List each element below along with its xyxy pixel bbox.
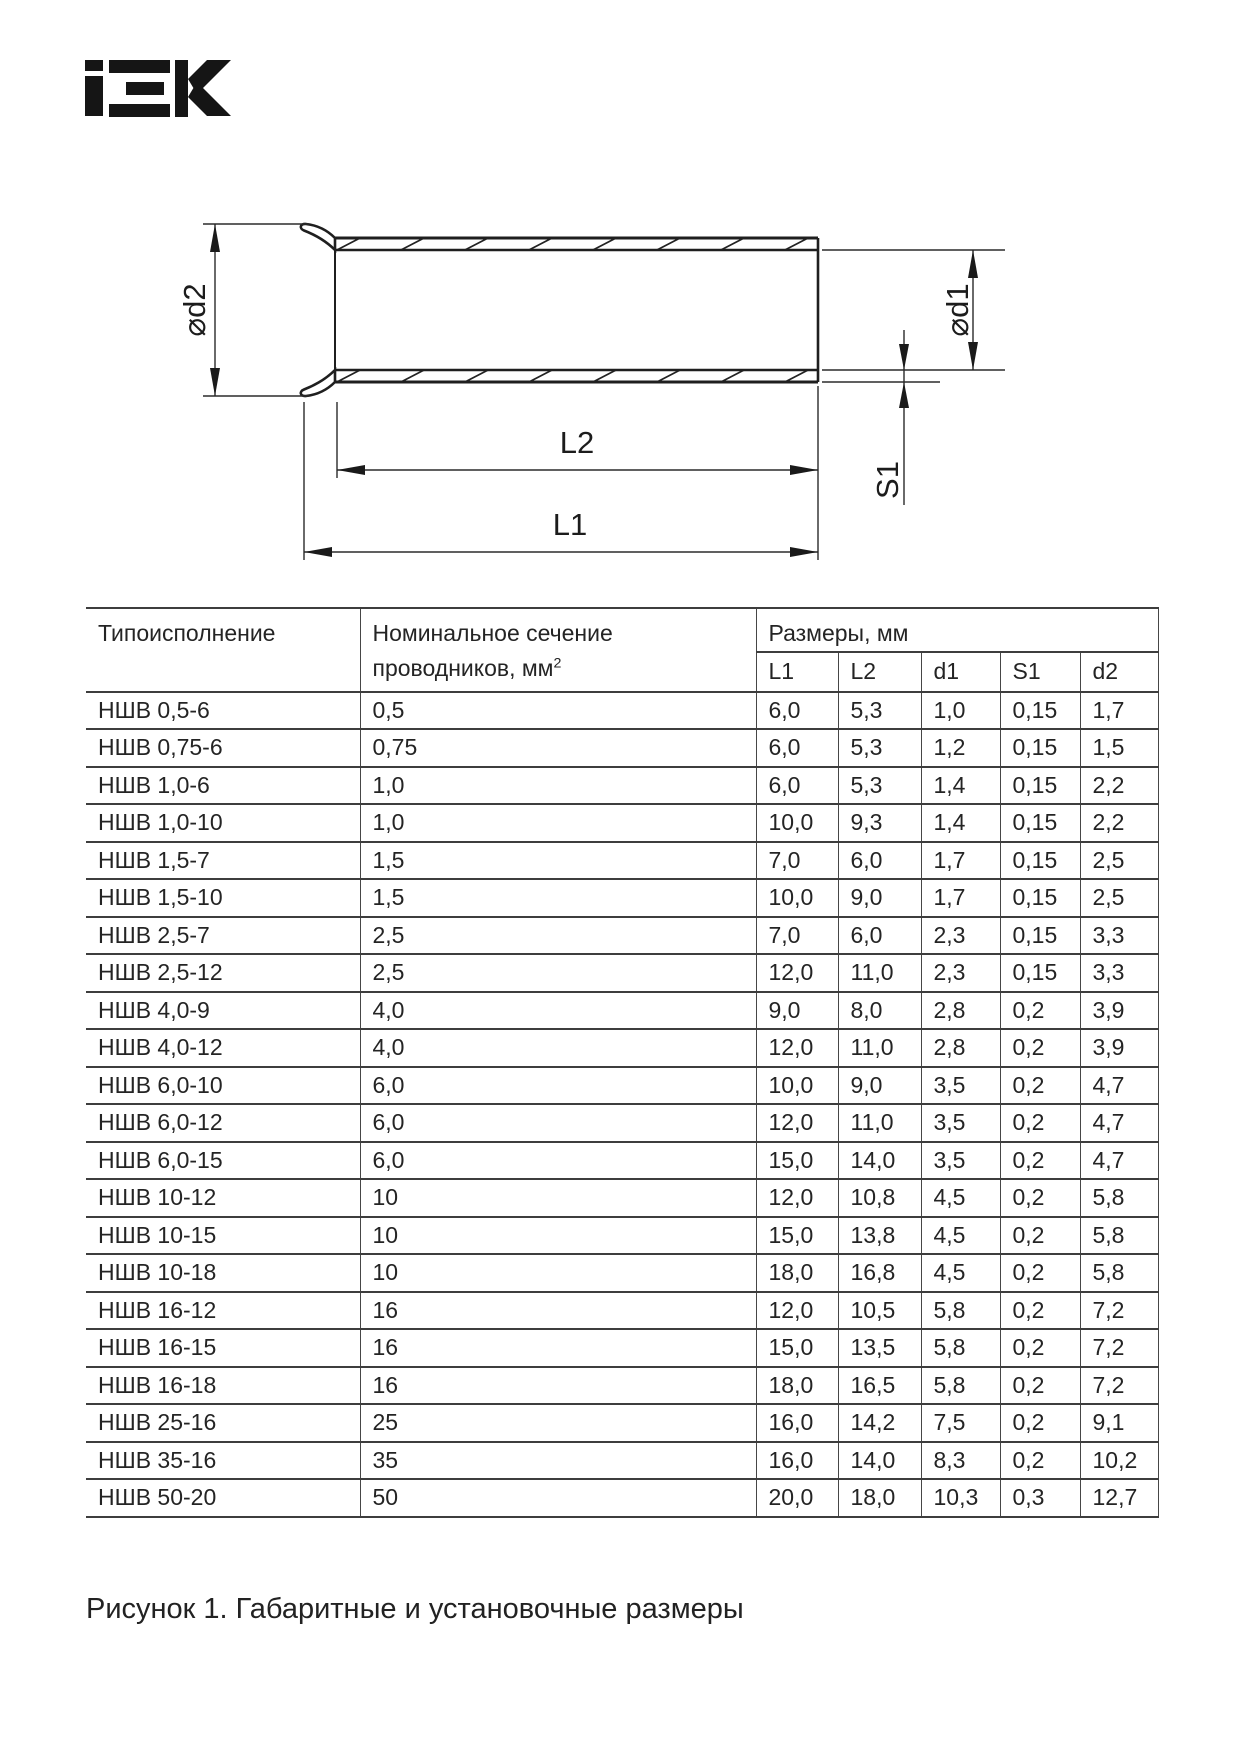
cell: 11,0 — [838, 1029, 921, 1067]
cell: 2,3 — [921, 954, 1000, 992]
col-header-l2: L2 — [838, 652, 921, 692]
cell: 10 — [360, 1254, 756, 1292]
cell: 11,0 — [838, 1104, 921, 1142]
cell: 0,2 — [1000, 1179, 1080, 1217]
cell: 25 — [360, 1404, 756, 1442]
cell: 16,0 — [756, 1442, 838, 1480]
table-row — [86, 992, 1158, 1030]
table-row — [86, 842, 1158, 880]
cell: 1,0 — [360, 767, 756, 805]
cell: 0,15 — [1000, 767, 1080, 805]
cell: 0,2 — [1000, 1217, 1080, 1255]
table-row — [86, 1442, 1158, 1480]
col-header-s1: S1 — [1000, 652, 1080, 692]
cell: 6,0 — [756, 692, 838, 730]
col-header-dimensions: Размеры, мм — [756, 608, 1158, 652]
cell: 2,8 — [921, 1029, 1000, 1067]
ferrule-body — [301, 224, 818, 396]
cell: 4,5 — [921, 1179, 1000, 1217]
cell: 3,5 — [921, 1104, 1000, 1142]
cell: 9,0 — [838, 1067, 921, 1105]
col-header-section — [360, 608, 756, 692]
cell: 7,2 — [1080, 1367, 1158, 1405]
cell: 15,0 — [756, 1217, 838, 1255]
cell: 10 — [360, 1217, 756, 1255]
cell: 2,5 — [360, 917, 756, 955]
cell: НШВ 1,5-10 — [86, 879, 360, 917]
cell: 35 — [360, 1442, 756, 1480]
table-row — [86, 804, 1158, 842]
cell: 10,0 — [756, 879, 838, 917]
cell: 3,5 — [921, 1067, 1000, 1105]
table-row — [86, 1067, 1158, 1105]
cell: НШВ 16-15 — [86, 1329, 360, 1367]
cell: 1,7 — [921, 842, 1000, 880]
flare-bottom — [301, 370, 335, 396]
cell: 0,5 — [360, 692, 756, 730]
col-header-section-text: Номинальное сечение проводников, мм — [372, 620, 613, 681]
dimensions-table-wrap — [86, 607, 1158, 1518]
cell: НШВ 6,0-15 — [86, 1142, 360, 1180]
cell: 6,0 — [360, 1067, 756, 1105]
table-row — [86, 767, 1158, 805]
cell: 2,2 — [1080, 804, 1158, 842]
cell: 3,3 — [1080, 917, 1158, 955]
cell: 12,0 — [756, 1292, 838, 1330]
cell: 18,0 — [756, 1254, 838, 1292]
cell: 5,8 — [921, 1292, 1000, 1330]
cell: 2,8 — [921, 992, 1000, 1030]
cell: 16 — [360, 1367, 756, 1405]
cell: 15,0 — [756, 1142, 838, 1180]
table-row — [86, 1479, 1158, 1517]
cell: 4,7 — [1080, 1142, 1158, 1180]
cell: 13,8 — [838, 1217, 921, 1255]
cell: 0,15 — [1000, 842, 1080, 880]
table-row — [86, 1104, 1158, 1142]
cell: 0,2 — [1000, 1292, 1080, 1330]
table-row — [86, 1404, 1158, 1442]
cell: 10,0 — [756, 804, 838, 842]
cell: 12,0 — [756, 1029, 838, 1067]
cell: 12,0 — [756, 954, 838, 992]
cell: 16,0 — [756, 1404, 838, 1442]
cell: 5,8 — [921, 1367, 1000, 1405]
cell: 4,0 — [360, 992, 756, 1030]
dim-label-s1: S1 — [870, 461, 905, 499]
table-row — [86, 1142, 1158, 1180]
table-row — [86, 1292, 1158, 1330]
cell: 0,15 — [1000, 729, 1080, 767]
cell: 16,5 — [838, 1367, 921, 1405]
col-header-l1: L1 — [756, 652, 838, 692]
header-row — [86, 608, 1158, 652]
cell: 3,5 — [921, 1142, 1000, 1180]
cell: 10,2 — [1080, 1442, 1158, 1480]
cell: НШВ 50-20 — [86, 1479, 360, 1517]
dim-label-l1: L1 — [552, 507, 588, 542]
dim-label-l2: L2 — [559, 425, 595, 460]
cell: 7,0 — [756, 917, 838, 955]
cell: 14,0 — [838, 1142, 921, 1180]
flare-top — [301, 224, 335, 250]
cell: 5,3 — [838, 692, 921, 730]
cell: 0,15 — [1000, 879, 1080, 917]
cell: 0,75 — [360, 729, 756, 767]
cell: 8,3 — [921, 1442, 1000, 1480]
cell: НШВ 1,0-10 — [86, 804, 360, 842]
cell: НШВ 1,0-6 — [86, 767, 360, 805]
cell: 4,0 — [360, 1029, 756, 1067]
cell: 5,8 — [1080, 1217, 1158, 1255]
cell: 18,0 — [756, 1367, 838, 1405]
col-header-d2: d2 — [1080, 652, 1158, 692]
cell: 1,0 — [360, 804, 756, 842]
cell: 0,2 — [1000, 992, 1080, 1030]
cell: 10,0 — [756, 1067, 838, 1105]
cell: 18,0 — [838, 1479, 921, 1517]
cell: 0,2 — [1000, 1067, 1080, 1105]
cell: 4,5 — [921, 1217, 1000, 1255]
cell: 2,5 — [1080, 842, 1158, 880]
cell: 5,3 — [838, 767, 921, 805]
cell: НШВ 6,0-10 — [86, 1067, 360, 1105]
cell: 5,8 — [921, 1329, 1000, 1367]
cell: 0,2 — [1000, 1029, 1080, 1067]
cell: 0,15 — [1000, 804, 1080, 842]
cell: НШВ 4,0-9 — [86, 992, 360, 1030]
table-row — [86, 1367, 1158, 1405]
cell: 0,2 — [1000, 1367, 1080, 1405]
cell: 2,5 — [360, 954, 756, 992]
figure-caption: Рисунок 1. Габаритные и установочные размеры — [86, 1593, 744, 1625]
cell: 2,5 — [1080, 879, 1158, 917]
col-header-section-sup: 2 — [553, 654, 562, 671]
cell: 1,2 — [921, 729, 1000, 767]
cell: 0,2 — [1000, 1254, 1080, 1292]
cell: 1,7 — [921, 879, 1000, 917]
cell: НШВ 10-18 — [86, 1254, 360, 1292]
cell: 0,15 — [1000, 692, 1080, 730]
cell: 0,3 — [1000, 1479, 1080, 1517]
cell: 3,3 — [1080, 954, 1158, 992]
cell: НШВ 35-16 — [86, 1442, 360, 1480]
table-row — [86, 879, 1158, 917]
cell: НШВ 4,0-12 — [86, 1029, 360, 1067]
cell: 0,2 — [1000, 1442, 1080, 1480]
cell: 7,5 — [921, 1404, 1000, 1442]
cell: 5,8 — [1080, 1179, 1158, 1217]
cell: 0,15 — [1000, 954, 1080, 992]
dim-label-d2: ⌀d2 — [177, 283, 212, 337]
cell: 1,5 — [360, 842, 756, 880]
cell: 2,2 — [1080, 767, 1158, 805]
cell: НШВ 0,5-6 — [86, 692, 360, 730]
cell: 0,2 — [1000, 1104, 1080, 1142]
cell: НШВ 10-12 — [86, 1179, 360, 1217]
cell: 4,7 — [1080, 1104, 1158, 1142]
table-row — [86, 1029, 1158, 1067]
cell: 20,0 — [756, 1479, 838, 1517]
cell: 0,15 — [1000, 917, 1080, 955]
cell: 7,0 — [756, 842, 838, 880]
cell: НШВ 2,5-7 — [86, 917, 360, 955]
cell: 1,4 — [921, 804, 1000, 842]
cell: 0,2 — [1000, 1142, 1080, 1180]
iek-logo — [85, 59, 231, 117]
col-header-type: Типоисполнение — [86, 608, 360, 692]
cell: 1,0 — [921, 692, 1000, 730]
cell: 9,3 — [838, 804, 921, 842]
cell: 10,8 — [838, 1179, 921, 1217]
cell: 7,2 — [1080, 1329, 1158, 1367]
cell: 16,8 — [838, 1254, 921, 1292]
cell: 12,7 — [1080, 1479, 1158, 1517]
table-row — [86, 1217, 1158, 1255]
cell: 9,0 — [756, 992, 838, 1030]
cell: 15,0 — [756, 1329, 838, 1367]
cell: 7,2 — [1080, 1292, 1158, 1330]
cell: 16 — [360, 1292, 756, 1330]
cell: 3,9 — [1080, 992, 1158, 1030]
cell: 12,0 — [756, 1104, 838, 1142]
cell: 2,3 — [921, 917, 1000, 955]
cell: 50 — [360, 1479, 756, 1517]
cell: 10 — [360, 1179, 756, 1217]
dimensions-table — [86, 607, 1159, 1518]
cell: НШВ 1,5-7 — [86, 842, 360, 880]
table-row — [86, 729, 1158, 767]
cell: 1,4 — [921, 767, 1000, 805]
cell: 1,5 — [1080, 729, 1158, 767]
cell: 14,2 — [838, 1404, 921, 1442]
table-row — [86, 692, 1158, 730]
table-row — [86, 1179, 1158, 1217]
cell: НШВ 10-15 — [86, 1217, 360, 1255]
dim-label-d1: ⌀d1 — [940, 283, 975, 337]
cell: 6,0 — [838, 917, 921, 955]
cell: 8,0 — [838, 992, 921, 1030]
cell: НШВ 16-18 — [86, 1367, 360, 1405]
cell: НШВ 25-16 — [86, 1404, 360, 1442]
cell: 0,2 — [1000, 1329, 1080, 1367]
cell: 1,5 — [360, 879, 756, 917]
table-row — [86, 917, 1158, 955]
cell: 4,5 — [921, 1254, 1000, 1292]
cell: НШВ 6,0-12 — [86, 1104, 360, 1142]
cell: 9,1 — [1080, 1404, 1158, 1442]
cell: 6,0 — [756, 729, 838, 767]
table-row — [86, 954, 1158, 992]
table-row — [86, 1329, 1158, 1367]
cell: 10,5 — [838, 1292, 921, 1330]
cell: 4,7 — [1080, 1067, 1158, 1105]
cell: 13,5 — [838, 1329, 921, 1367]
cell: 5,3 — [838, 729, 921, 767]
cell: НШВ 2,5-12 — [86, 954, 360, 992]
cell: НШВ 0,75-6 — [86, 729, 360, 767]
cell: 5,8 — [1080, 1254, 1158, 1292]
cell: НШВ 16-12 — [86, 1292, 360, 1330]
cell: 6,0 — [838, 842, 921, 880]
cell: 6,0 — [360, 1142, 756, 1180]
cell: 14,0 — [838, 1442, 921, 1480]
cell: 0,2 — [1000, 1404, 1080, 1442]
col-header-d1: d1 — [921, 652, 1000, 692]
cell: 6,0 — [360, 1104, 756, 1142]
cell: 1,7 — [1080, 692, 1158, 730]
table-row — [86, 1254, 1158, 1292]
cell: 11,0 — [838, 954, 921, 992]
cell: 3,9 — [1080, 1029, 1158, 1067]
cell: 10,3 — [921, 1479, 1000, 1517]
technical-drawing — [0, 180, 1242, 600]
cell: 6,0 — [756, 767, 838, 805]
cell: 16 — [360, 1329, 756, 1367]
cell: 9,0 — [838, 879, 921, 917]
cell: 12,0 — [756, 1179, 838, 1217]
